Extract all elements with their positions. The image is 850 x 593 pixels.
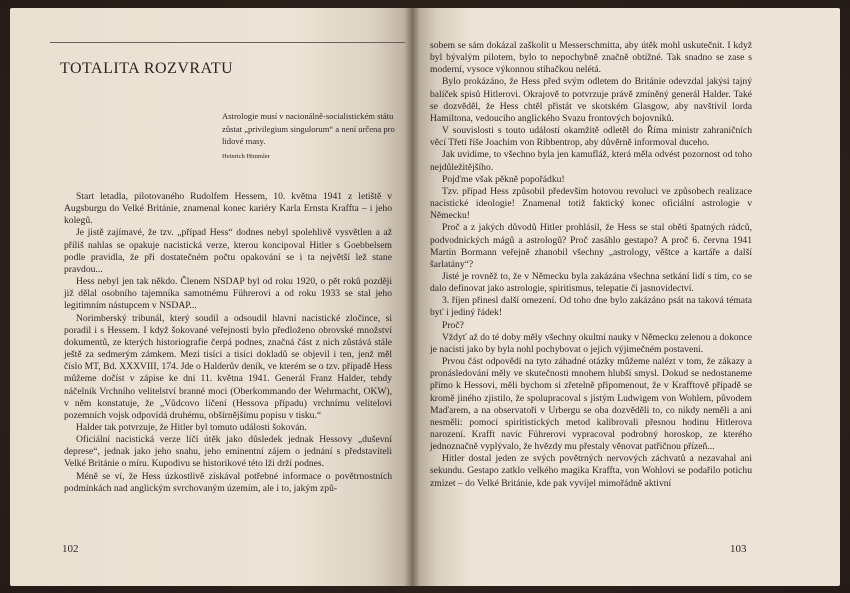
paragraph: V souvislosti s touto událostí okamžitě odletěl do Říma ministr zahraničních věcí Třetí říše Joachim von Ribbentrop, aby důvěrně informoval duceho. [430, 125, 752, 149]
paragraph: Start letadla, pilotovaného Rudolfem Hessem, 10. května 1941 z letiště v Augsburgu do Velké Británie, znamenal konec kariéry Karla Ernsta Kraffta – i jeho kolegů. [64, 191, 392, 227]
paragraph: Jisté je rovněž to, že v Německu byla zakázána všechna setkání lidí s tím, co se dalo definovat jako astrologie, spiritismus, telepatie či jasnovidectví. [430, 270, 752, 295]
paragraph: Vždyť až do té doby měly všechny okultní nauky v Německu zelenou a dokonce je nacisti jako by byla nohl pochybovat o jejich výjimečném postavení. [430, 331, 752, 355]
paragraph: Hess nebyl jen tak někdo. Členem NSDAP byl od roku 1920, o pět roků později již dělal osobního tajemníka samotnému Führerovi a od roku 1933 se stal jeho legitimním nástupcem v NSDAP... [64, 276, 392, 312]
paragraph: Hitler dostal jeden ze svých povětrných nervových záchvatů a nezavahal ani sekundu. Gestapo zatklo velkého magika Kraffta, von Wohlovi se podařilo potichu zmizet – do Velké Británie, kde pak vyvíjel mimořádně aktivní [430, 453, 752, 489]
page-number-right: 103 [730, 543, 747, 555]
epigraph-text: Astrologie musí v nacionálně-socialistickém státu zůstat „privilegium singulorum“ a není určena pro lidové masy. [222, 111, 395, 146]
paragraph: Halder tak potvrzuje, že Hitler byl tomuto události šokován. [76, 421, 307, 433]
paragraph: Je jistě zajímavé, že tzv. „případ Hess“ dodnes nebyl spolehlivě vysvětlen a až příliš nahlas se opakuje nacistická verze, kterou koncipoval Hitler s Goebbelsem podle pravidla, že při dostatečném počtu opakování se i ta největší lež stane pravdou... [64, 227, 392, 275]
paragraph: Prvou část odpovědi na tyto záhadné otázky můžeme nalézt v tom, že zákazy a pronásledování měly ve skutečnosti mnohem hlubší smysl. Dokud se nedostaneme přímo k Hessovi, měli bychom si zřetelně připomenout, že v Krafftově případě se kromě jiného zjistilo, že spolupracoval s jistým Ludwigem von Wohlem, původem Maďarem, a na observatoři v Urbergu se oba dozvěděli to, co nikdy neměli a ani nesměli: pomocí spiritistických metod kalibrovali přesnou hodinu Hitlerova narození. Krafft navíc Führerovi vypracoval podrobný horoskop, ze kterého jednoznačně vyplývalo, že hvězdy mu přestaly věnovat patřičnou přízeň... [430, 356, 752, 453]
chapter-title: TOTALITA ROZVRATU [60, 60, 234, 77]
book-gutter [404, 8, 420, 586]
paragraph: Pojďme však pěkně popořádku! [442, 173, 565, 185]
paragraph: sobem se sám dokázal zaškolit u Messerschmitta, aby útěk mohl uskutečnit. I když byl bývalým pilotem, bylo to nepochybně značně obtížné. Tak snadno se zase s moderní, vysoce výkonnou stíhačkou nelétá. [430, 40, 752, 76]
paragraph: Proč? [442, 319, 464, 331]
paragraph: Proč a z jakých důvodů Hitler prohlásil, že Hess se stal obětí špatných rádců, podvodnických mágů a astrologů? Proč zasáhlo gestapo? A proč 6. června 1941 Martin Bormann veřejně zhanobil všechny „astrology, věštce a kartáře a další šarlatány“? [430, 222, 752, 270]
paragraph: Bylo prokázáno, že Hess před svým odletem do Británie odevzdal jakýsi tajný balíček spisů Hitlerovi. Okrajově to potvrzuje právě zmíněný generál Halder. Také se dozvěděl, že Hess chtěl přistát ve skotském Glasgow, aby navštívil lorda Hamiltona, vedoucího anglického Svazu frontových bojovníků. [430, 76, 752, 124]
chapter-rule [50, 42, 405, 43]
paragraph: Méně se ví, že Hess úzkostlivě získával potřebné informace o povětrnostních podmínkách nad anglickým svrchovaným územím, ale i to, jakým způ- [64, 470, 392, 494]
paragraph: Norimberský tribunál, který soudil a odsoudil hlavní nacistické zločince, si poradil i s Hessem. I když šokované veřejnosti bylo předloženo obrovské množství dokumentů, ze kterých historiografie čerpá podnes, značná část z nich zůstává stále ještě za sedmerým zámkem. Mezi tisíci a tisíci dokladů se objevil i ten, jenž měl číslo MT, Bd. XXXVIII, 174. Jde o Halderův deník, ve kterém se o tzv. případě Hess můžeme dočíst v zápise ke dni 11. května 1941. Generál Franz Halder, tehdy náčelník Vrchního velitelství branné moci (Oberkommando der Wehrmacht, OKW), v něm konstatuje, že „Vůdcovo líčení (Hessova případu) vrchnímu velitelovi pozemních vojsk odpovídá druhému, obšírnějšímu popisu v tisku.“ [64, 312, 392, 421]
paragraph: Jak uvidíme, to všechno byla jen kamufláž, která měla odvést pozornost od toho nejdůležitějšího. [430, 149, 752, 173]
epigraph [222, 110, 397, 163]
paragraph: Tzv. případ Hess způsobil především hotovou revoluci ve způsobech realizace nacistické ideologie! Znamenal totiž faktický konec oficiální astrologie v Německu! [430, 185, 752, 222]
epigraph-author: Heinrich Himmler [222, 152, 270, 160]
paragraph: Oficiální nacistická verze líčí útěk jako důsledek jednak Hessovy „duševní deprese“, jednak jako jeho snahu, jeho eminentní zájem o jednání s představiteli Velké Británie o míru. Kupodivu se historikové této lži drží podnes. [64, 434, 392, 470]
paragraph: 3. říjen přinesl další omezení. Od toho dne bylo zakázáno psát na taková témata byť i jediný řádek! [430, 295, 752, 319]
right-body-text [430, 40, 752, 490]
page-number-left: 102 [62, 543, 79, 555]
left-body-text [64, 191, 392, 495]
